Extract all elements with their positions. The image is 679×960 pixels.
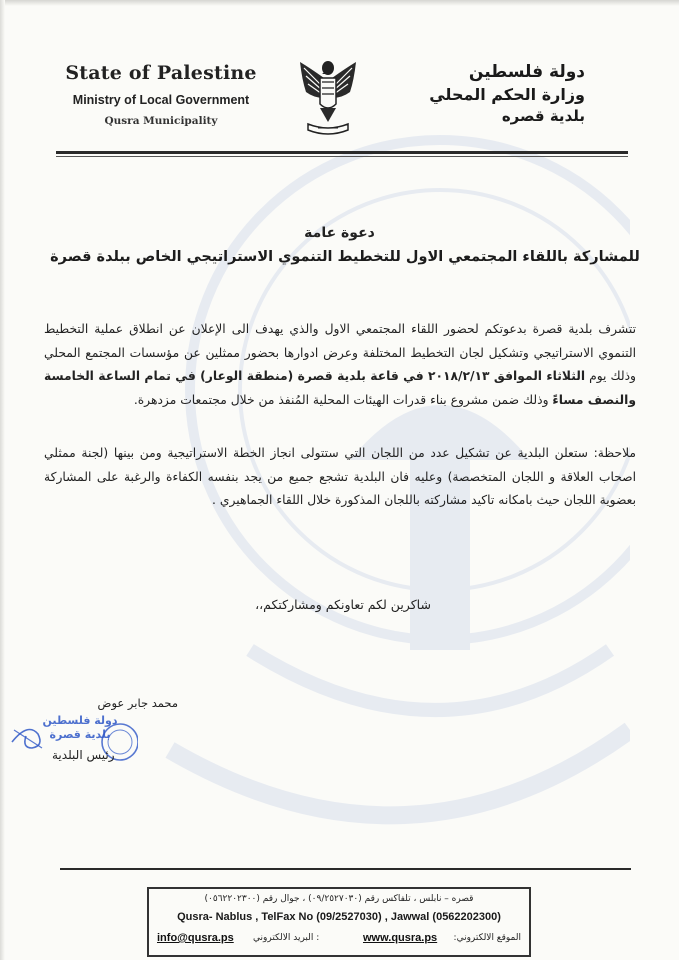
footer-english-address: Qusra- Nablus , TelFax No (09/2527030) , Jawwal (0562202300) — [177, 911, 501, 923]
footer-divider — [60, 868, 631, 870]
email-label: : البريد الالكتروني — [253, 933, 320, 943]
municipality-name-ar: بلدية قصره — [501, 107, 585, 125]
scan-edge-top — [0, 0, 679, 6]
email-link[interactable]: info@qusra.ps — [157, 932, 234, 944]
state-name-en: State of Palestine — [65, 62, 257, 84]
footer-contact-box — [147, 887, 531, 957]
eagle-emblem-icon — [296, 58, 360, 140]
invitation-title: دعوة عامة — [304, 225, 375, 241]
website-link[interactable]: www.qusra.ps — [363, 932, 438, 944]
signer-name: محمد جابر عوض — [97, 696, 178, 710]
invitation-subtitle: للمشاركة باللقاء المجتمعي الاول للتخطيط التنموي الاستراتيجي الخاص ببلدة قصرة — [50, 249, 640, 265]
invitation-text-part1: تتشرف بلدية قصرة بدعوتكم لحضور اللقاء المجتمعي الاول والذي يهدف الى الإعلان عن انطلاق عملية التخطيط التنموي الاستراتيجي وتشكيل لجان التخطيط المختلفة وعرض ادوارها بحضور ممثلين عن مؤسسات المجتمع المحلي وذلك يوم — [44, 322, 636, 383]
letter-body — [44, 318, 636, 513]
footer-web-email-row — [157, 932, 521, 948]
header-english — [56, 62, 266, 127]
invitation-paragraph — [44, 318, 636, 412]
header-divider-thin — [56, 156, 628, 157]
website-label: الموقع الالكتروني: — [453, 933, 521, 943]
ministry-name-en: Ministry of Local Government — [72, 93, 250, 107]
note-paragraph: ملاحظة: ستعلن البلدية عن تشكيل عدد من اللجان التي ستتولى انجاز الخطة الاستراتيجية ومن بينها (لجنة ممثلي اصحاب العلاقة و اللجان المتخصصة) وعليه فان البلدية تشجع جميع من يجد بنفسه الكفاءة والرغبة على المشاركة بعضوية اللجان حيث بامكانه تاكيد مشاركته باللجان المذكورة خلال اللقاء الجماهيري . — [44, 446, 636, 507]
footer-arabic-address: قصره – نابلس ، تلفاكس رقم (٠٩/٢٥٢٧٠٣٠) ، جوال رقم (٠٥٦٢٢٠٢٣٠٠) — [204, 894, 474, 904]
signature-block — [8, 692, 178, 782]
stamp-text-line2: بلدية قصرة — [49, 728, 111, 741]
event-date-place: الثلاثاء الموافق ٢٠١٨/٢/١٣ في قاعة بلدية قصرة (منطقة الوعار) في تمام الساعة الخامسة والنصف مساءً — [44, 369, 636, 407]
municipality-name-en: Qusra Municipality — [104, 115, 218, 127]
state-name-ar: دولة فلسطين — [468, 62, 585, 82]
ministry-name-ar: وزارة الحكم المحلي — [429, 85, 585, 104]
closing-thanks: شاكرين لكم تعاونكم ومشاركتكم،، — [255, 597, 431, 612]
header-arabic — [405, 62, 585, 125]
stamp-text — [40, 714, 120, 742]
header-divider — [56, 151, 628, 154]
invitation-text-part2: وذلك ضمن مشروع بناء قدرات الهيئات المحلية المُنفذ من خلال مجتمعات مزدهرة. — [133, 392, 553, 407]
signer-title: رئيس البلدية — [52, 748, 115, 762]
scan-edge-left — [0, 0, 5, 960]
stamp-text-line1: دولة فلسطين — [42, 714, 118, 727]
